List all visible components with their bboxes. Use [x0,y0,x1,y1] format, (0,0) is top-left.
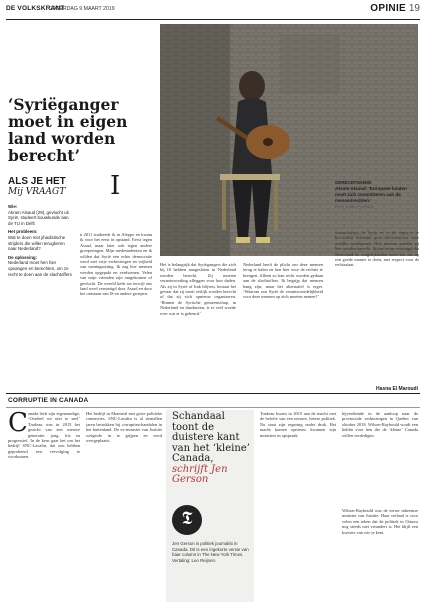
caption-title: GERECHTIGHEID [335,180,372,185]
column-logo-line2: Mij VRAAGT [8,187,66,197]
problem-label: Het probleem: [8,229,38,235]
masthead [6,5,420,20]
opinion-bio: Jen Gerson is politiek journalist in Canada. Dit is een ingekorte versie van haar column in The New York Times. Vertaling: Leo Reijnen. [172,541,249,563]
photo-illustration [160,24,418,256]
section2-title: CORRUPTIE IN CANADA [8,397,89,404]
section2-dropcap: C [8,408,28,438]
article-dropcap: I [110,171,121,201]
author-logo-icon [172,505,202,535]
section2-column-5: Wilson-Raybould was de eerste inheemse minister van Justitie. Haar verhaal is voor velen een teken dat de politiek in Ottawa nog steeds niet verandert is. Het blijft een kwestie van wie je kent. [342,508,418,535]
article-author: Hasna El Maroudi [376,386,418,392]
opinion-headline [172,412,250,486]
info-sidebar [8,201,72,277]
article-photo [160,24,418,256]
page-number: 19 [408,3,420,14]
opinion-author-name: Jen Gerson [172,463,228,485]
who-text: Akram Alsaud (29), gevlucht uit Syrië, studeert bouwkunde aan de TU in Delft [8,209,69,226]
opinion-author-prefix: schrijft [172,463,208,475]
section2-divider [6,407,420,408]
article-column-4: maatschappij. In Syrië en in de regio is er bovendien helemaal geen infrastructuur voor eerlijke rechtspraak. Ook daarom moeten zij hier worden berecht. Ik ben ervan overtuigd dat Nederland de mogelijkheden heeft om dat op een goede manier te doen, met respect voor de rechtsstaat. [335,230,419,268]
section2-column-1-text: anada leeft zijn eigenaardige, ‘Oordeel we niet te snel’ Trudeau was in 2015 het gezicht van een nieuwe generatie: jong, fris en progressief. In de kern gaat het om het bedrijf SNC-Lavalin, dat zou hebben geprobeerd een vervolging te voorkomen. [8,411,80,460]
who-label: Wie: [8,204,18,209]
issue-date: ZATERDAG 9 MAART 2019 [50,5,115,12]
article-column-1 [80,178,152,386]
article-column-1-intro [106,178,152,232]
solution-label: De oplossing: [8,254,38,260]
column-logo [8,177,78,197]
section-title: OPINIE [370,3,406,14]
caption-text: Akram Alsaud: ‘Europese landen moet zich committeren aan de mensenrechten.’ [335,186,407,203]
section2-column-4: bijverdiende in de aanloop naar de provinciale verkiezingen in Quebec van oktober 2018. Wilson-Raybould wordt een heldin voor hen die de ‘kleine’ Canada willen verdedigen. [342,411,418,438]
column-logo-line1: ALS JE HET [8,176,66,187]
brand-name: DE VOLKSKRANT [6,5,65,12]
article-headline: ‘Syriëganger moet in eigen land worden berecht’ [8,95,128,165]
article-column-3: Nederland heeft de plicht om deze mensen terug te halen en hen hier voor de rechter te brengen. Alleen zo kan recht worden gedaan aan de slachtoffers. Ik begrijp dat mensen bang zijn, maar het alternatief is erger. ‘Waarom zou Syrië de verantwoordelijkheid voor deze mensen op zich moeten nemen?’ [243,262,323,300]
solution-text: Nederland moet hen hier opvangen en berechten, om ze recht te doen aan de slachtoffers [8,260,72,277]
section2-column-2: Het bedrijf in Montreal met grote politieke connecties. SNC-Lavalin is al tientallen jaren betrokken bij corruptieschandalen in het buitenland. De ex-minister van Justitie weigerde in te grijpen en werd overgeplaatst. [86,411,162,444]
article-column-2: Het is belangrijk dat Syriëgangers die zich bij IS hebben aangesloten in Nederland worden berecht. Zij moeten verantwoording afleggen voor hun daden. Als zij in Syrië of Irak blijven, bestaat het gevaar dat zij nooit eerlijk worden berecht of dat zij zich opnieuw organiseren. ‘Binnen de Syrische gemeenschap, in Nederland en daarbuiten, is er veel woede over wat er is gebeurd.’ [160,262,236,316]
article-column-1-text: n 2011 studeerde ik in Aleppo en kwam ik voor het eerst in opstand. Eerst tegen Assad, maar later ook tegen andere groeperingen. Mijn medestudenten en ik wilden dat Syrië een echte democratie werd met vrije verkiezingen en vrijheid van meningsuiting. Ik zag hoe mensen werden opgepakt en verdwenen. Velen van mijn vrienden zijn omgekomen of gevlucht. De wereld keek toe terwijl ons land werd vernietigd door Assad en door het ontstaan van IS en andere groepen. [80,232,152,297]
author-logo-glyph: 𝕿 [181,508,193,529]
photo-caption [335,180,417,210]
section2-dropcap-space [8,408,28,438]
caption-credit: Foto Katja Poelwijk [335,204,375,209]
section-divider [6,393,420,394]
section2-column-1 [8,408,80,601]
problem-text: Wat te doen met jihadistische strijders die willen terugkeren naar Nederland? [8,234,66,252]
opinion-headline-text: Schandaal toont de duistere kant van het ‘kleine’ Canada, [172,411,250,464]
section2-column-3: Trudeau kwam in 2015 aan de macht met de belofte van een nieuwe, betere politiek. Nu staat zijn regering onder druk. Het macht komen opnieuw kwamen zijn ministers in opspraak. [260,411,336,438]
